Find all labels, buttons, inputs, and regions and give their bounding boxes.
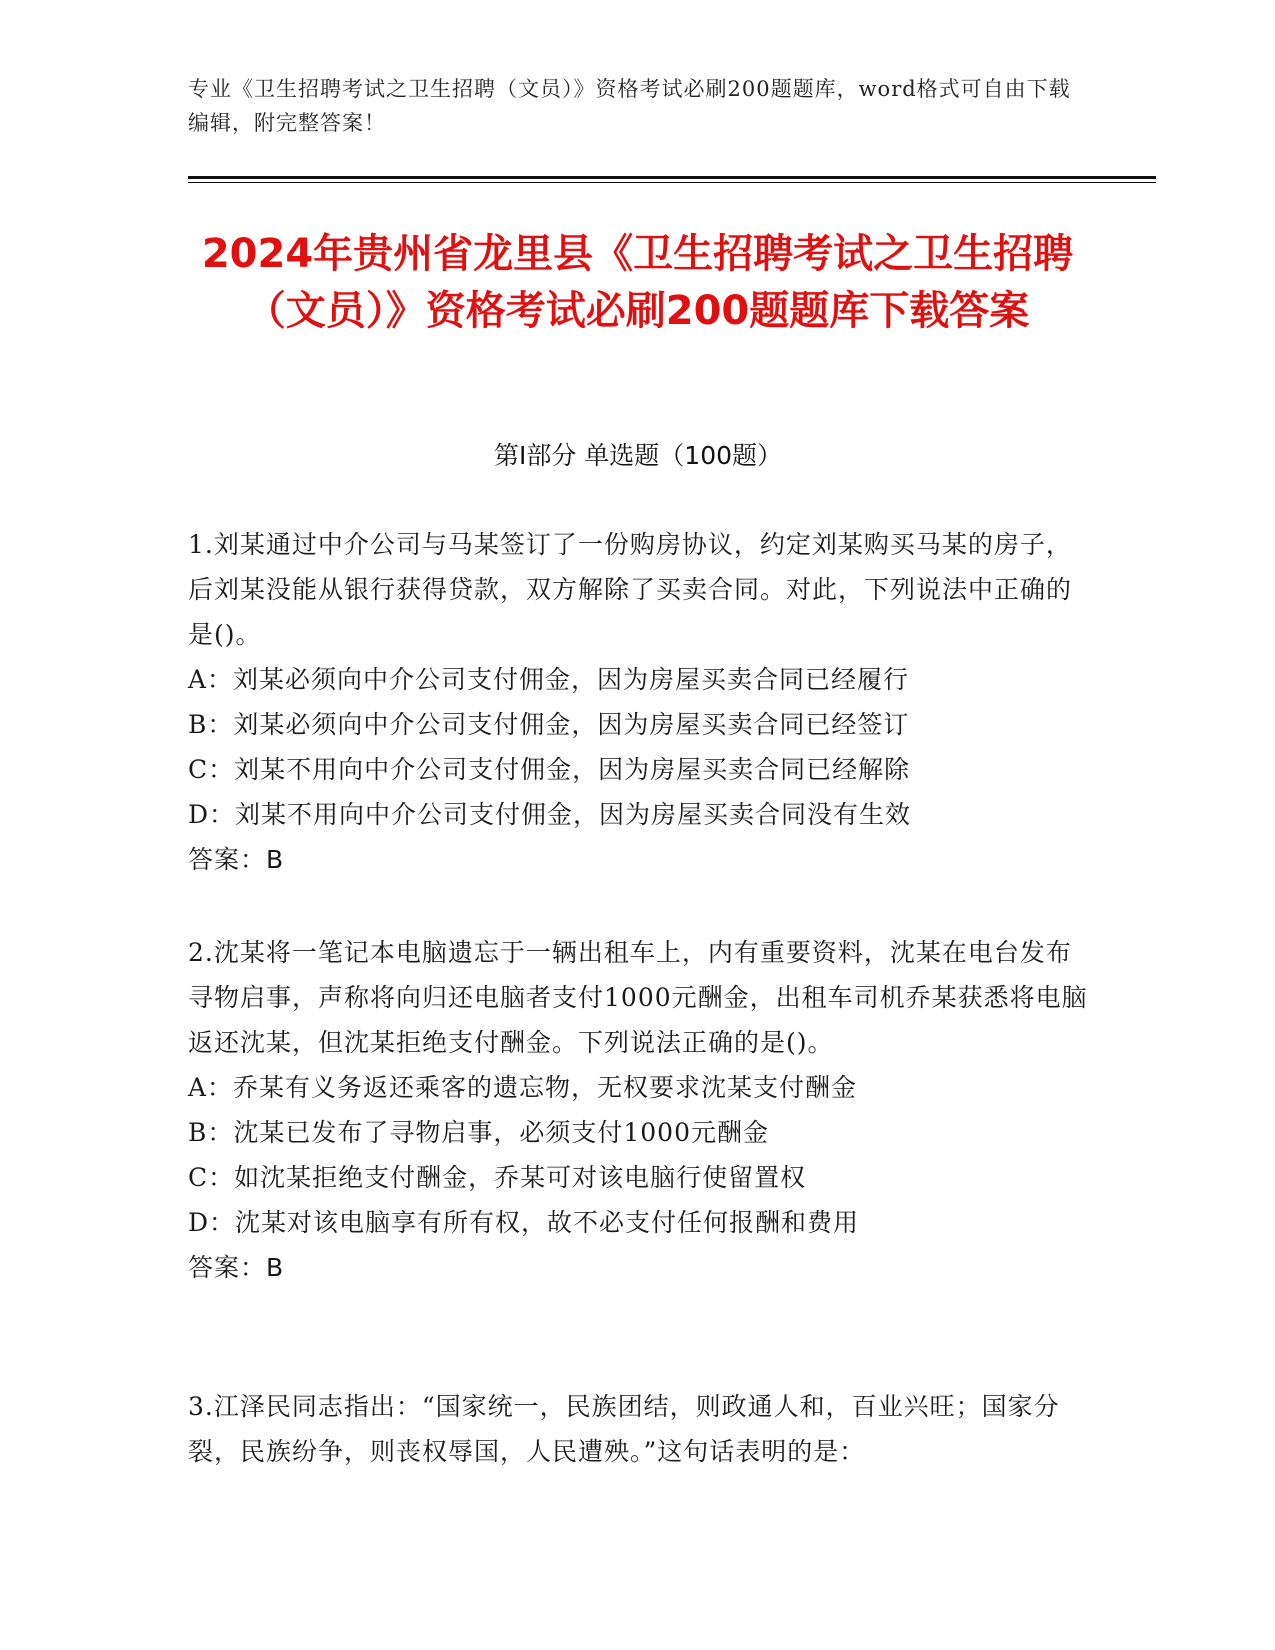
option-a: A：刘某必须向中介公司支付佣金，因为房屋买卖合同已经履行 [188,665,910,694]
option-b: B：沈某已发布了寻物启事，必须支付1000元酬金 [188,1118,769,1147]
header-divider-thick [188,176,1156,179]
option-d: D：沈某对该电脑享有所有权，故不必支付任何报酬和费用 [188,1208,860,1237]
question-block [188,1384,1088,1474]
question-block [188,522,1088,882]
section-title: 第Ⅰ部分 单选题（100题） [493,441,783,470]
option-d: D：刘某不用向中介公司支付佣金，因为房屋买卖合同没有生效 [188,800,912,829]
document-title: 2024年贵州省龙里县《卫生招聘考试之卫生招聘（文员）》资格考试必刷200题题库下载答案 [201,231,1074,334]
question-stem: 1.刘某通过中介公司与马某签订了一份购房协议，约定刘某购买马某的房子，后刘某没能从银行获得贷款，双方解除了买卖合同。对此，下列说法中正确的是()。 [188,530,1073,649]
header-note: 专业《卫生招聘考试之卫生招聘（文员）》资格考试必刷200题题库，word格式可自由下载编辑，附完整答案！ [188,77,1071,135]
question-block [188,930,1088,1290]
question-stem: 2.沈某将一笔记本电脑遗忘于一辆出租车上，内有重要资料，沈某在电台发布寻物启事，声称将向归还电脑者支付1000元酬金，出租车司机乔某获悉将电脑返还沈某，但沈某拒绝支付酬金。下列说法正确的是()。 [188,938,1088,1057]
question-stem: 3.江泽民同志指出：“国家统一，民族团结，则政通人和，百业兴旺；国家分裂，民族纷争，则丧权辱国，人民遭殃。”这句话表明的是： [188,1392,1060,1466]
answer-label: 答案：B [188,1253,285,1282]
option-b: B：刘某必须向中介公司支付佣金，因为房屋买卖合同已经签订 [188,710,910,739]
option-c: C：刘某不用向中介公司支付佣金，因为房屋买卖合同已经解除 [188,755,911,784]
header-divider-thin [188,182,1156,183]
option-a: A：乔某有义务返还乘客的遗忘物，无权要求沈某支付酬金 [188,1073,858,1102]
answer-label: 答案：B [188,845,285,874]
option-c: C：如沈某拒绝支付酬金，乔某可对该电脑行使留置权 [188,1163,807,1192]
